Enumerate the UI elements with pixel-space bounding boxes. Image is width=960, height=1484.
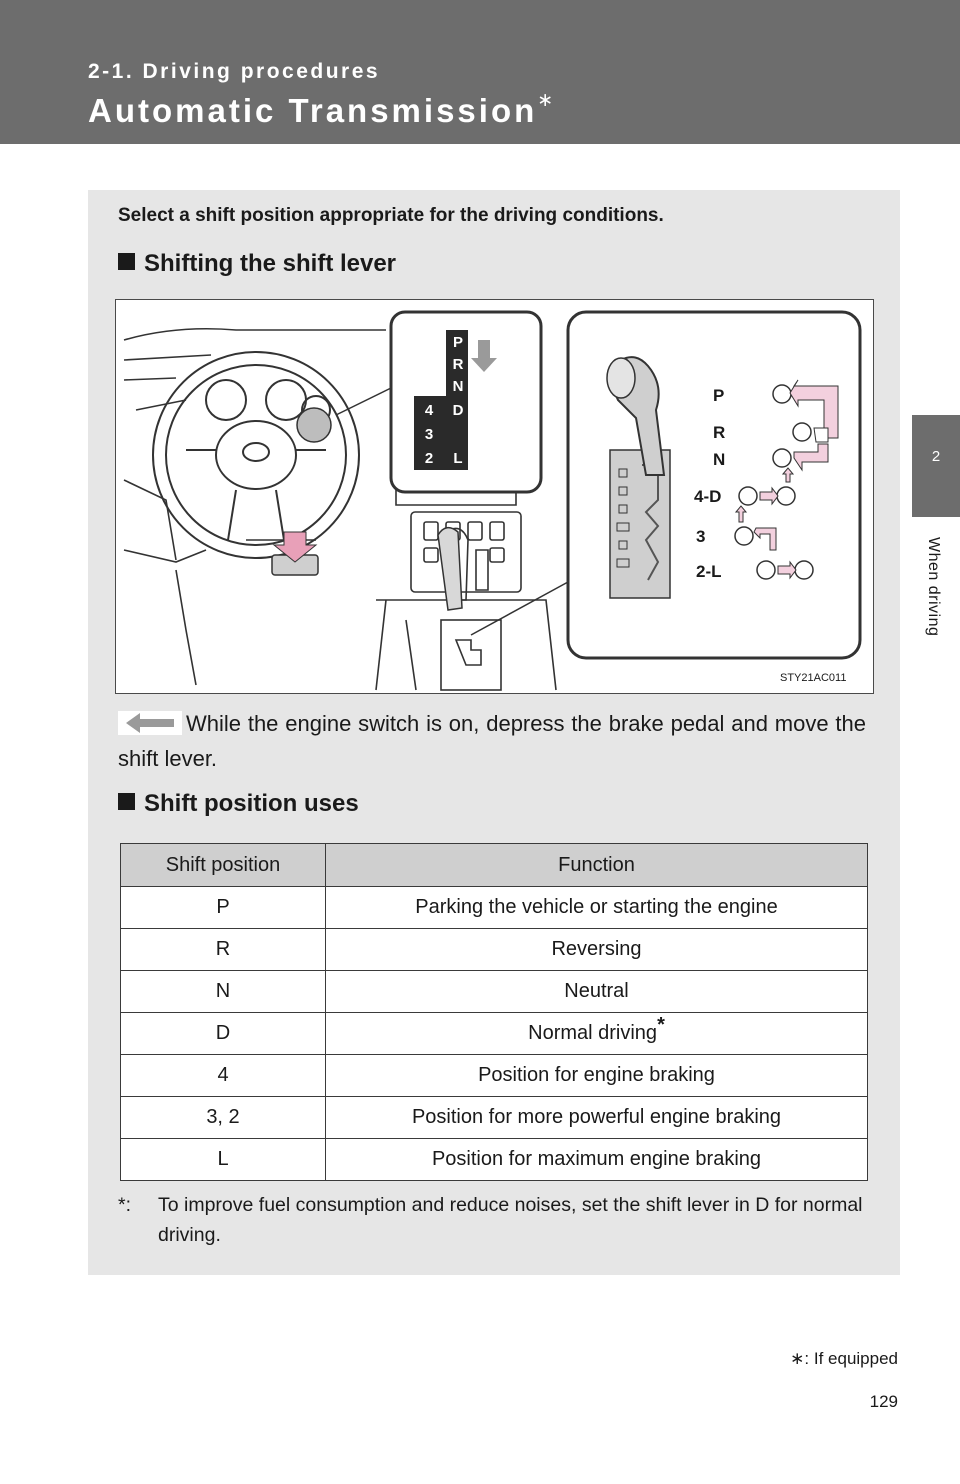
cell-position: R bbox=[121, 929, 326, 971]
gate-label: P bbox=[452, 334, 464, 351]
section-label: 2-1. Driving procedures bbox=[88, 60, 381, 83]
paddle-knob bbox=[297, 408, 331, 442]
gate-label: R bbox=[452, 356, 464, 373]
table-row bbox=[121, 887, 868, 929]
pedal-arrow-icon bbox=[118, 711, 182, 735]
table-footnote bbox=[118, 1190, 868, 1250]
brake-note-text: While the engine switch is on, depress the brake pedal and move the shift lever. bbox=[118, 711, 866, 771]
cell-position: D bbox=[121, 1013, 326, 1055]
lever-label: P bbox=[713, 386, 725, 405]
cell-position: L bbox=[121, 1139, 326, 1181]
function-text: Position for more powerful engine braking bbox=[411, 1106, 782, 1128]
subheading-uses-text: Shift position uses bbox=[144, 790, 359, 817]
cell-function bbox=[326, 929, 868, 971]
lever-label: R bbox=[713, 423, 726, 442]
subheading-uses bbox=[118, 790, 359, 818]
table-row bbox=[121, 1013, 868, 1055]
footnote-text: To improve fuel consumption and reduce noises, set the shift lever in D for normal driving. bbox=[158, 1194, 863, 1246]
page-number: 129 bbox=[869, 1392, 898, 1411]
cell-function bbox=[326, 1097, 868, 1139]
cell-position: 3, 2 bbox=[121, 1097, 326, 1139]
gate-label: N bbox=[452, 378, 464, 395]
lever-button bbox=[607, 358, 635, 398]
if-equipped-mark: ∗ bbox=[537, 90, 554, 111]
if-equipped-note: ∗: If equipped bbox=[790, 1349, 898, 1368]
chapter-number: 2 bbox=[931, 448, 941, 465]
figure-code: STY21AC011 bbox=[780, 672, 847, 684]
intro-text: Select a shift position appropriate for the driving conditions. bbox=[118, 205, 664, 226]
gate-label: L bbox=[453, 450, 463, 467]
cell-function bbox=[326, 1055, 868, 1097]
shift-lever-illustration bbox=[115, 299, 874, 694]
lever-label: 3 bbox=[696, 527, 706, 546]
function-text: Reversing bbox=[551, 938, 642, 960]
gate-label: D bbox=[452, 402, 464, 419]
brake-note bbox=[118, 706, 866, 776]
table-row bbox=[121, 1139, 868, 1181]
steering-wheel-drawing bbox=[153, 352, 359, 558]
shift-lever-small bbox=[438, 528, 462, 610]
cell-function bbox=[326, 887, 868, 929]
table-header-row bbox=[121, 844, 868, 887]
footnote-marker: * bbox=[657, 1014, 665, 1036]
cell-function bbox=[326, 971, 868, 1013]
table-row bbox=[121, 1097, 868, 1139]
chapter-label: When driving bbox=[925, 537, 942, 637]
lever-label: 4-D bbox=[694, 487, 722, 506]
page-title-text: Automatic Transmission bbox=[88, 92, 538, 129]
illustration-svg bbox=[116, 300, 873, 693]
column-header-position: Shift position bbox=[121, 844, 326, 887]
lever-label: N bbox=[713, 450, 726, 469]
page-title bbox=[88, 92, 553, 130]
cell-position: N bbox=[121, 971, 326, 1013]
bullet-square-icon bbox=[118, 253, 135, 270]
function-text: Position for maximum engine braking bbox=[431, 1148, 762, 1170]
function-text: Parking the vehicle or starting the engine bbox=[415, 896, 778, 918]
table-row bbox=[121, 1055, 868, 1097]
bullet-square-icon bbox=[118, 793, 135, 810]
subheading-shifting bbox=[118, 250, 396, 278]
column-header-function: Function bbox=[326, 844, 868, 887]
footnote-mark: *: bbox=[118, 1194, 132, 1216]
subheading-shifting-text: Shifting the shift lever bbox=[144, 250, 397, 277]
cell-position: 4 bbox=[121, 1055, 326, 1097]
cell-position: P bbox=[121, 887, 326, 929]
lever-label: 2-L bbox=[696, 562, 722, 581]
gate-label: 3 bbox=[424, 426, 434, 443]
cell-function bbox=[326, 1139, 868, 1181]
cell-function bbox=[326, 1013, 868, 1055]
function-text: Position for engine braking bbox=[478, 1064, 715, 1086]
gate-label: 4 bbox=[424, 402, 434, 419]
table-row bbox=[121, 971, 868, 1013]
function-text: Normal driving bbox=[528, 1022, 658, 1044]
shift-position-table bbox=[120, 843, 868, 1181]
function-text: Neutral bbox=[564, 980, 629, 1002]
gate-label: 2 bbox=[424, 450, 434, 467]
chapter-tab bbox=[912, 415, 960, 517]
table-row bbox=[121, 929, 868, 971]
